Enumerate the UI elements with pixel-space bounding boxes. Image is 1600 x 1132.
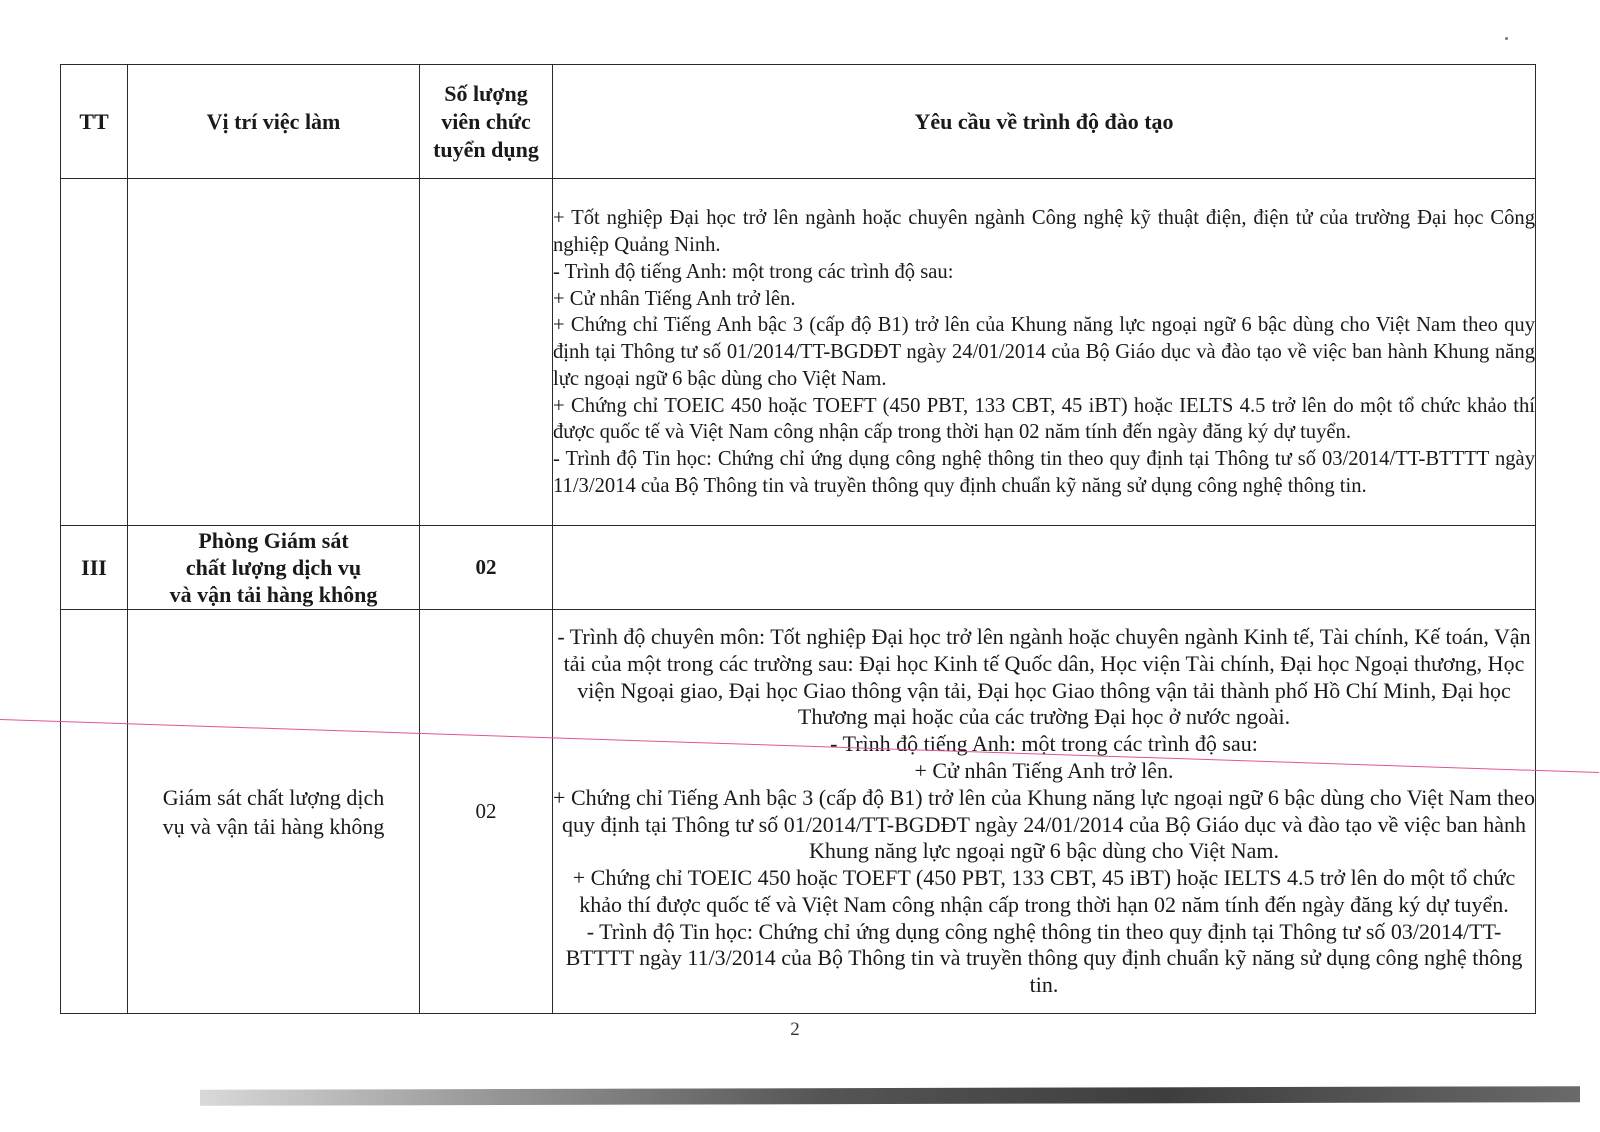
cell-tt-empty	[61, 610, 128, 1014]
cell-tt-empty	[61, 179, 128, 526]
requirement-line: - Trình độ Tin học: Chứng chỉ ứng dụng công nghệ thông tin theo quy định tại Thông tư số 03/2014/TT-BTTTT ngày 11/3/2014 của Bộ Thông tin và truyền thông quy định chuẩn kỹ năng sử dụng công nghệ thông tin.	[565, 918, 1523, 998]
recruitment-requirements-table	[60, 64, 1536, 1014]
header-position: Vị trí việc làm	[128, 65, 420, 179]
requirement-line: + Chứng chỉ Tiếng Anh bậc 3 (cấp độ B1) trở lên của Khung năng lực ngoại ngữ 6 bậc dùng cho Việt Nam theo quy định tại Thông tư số 01/2014/TT-BGDĐT ngày 24/01/2014 của Bộ Giáo dục và đào tạo về việc ban hành Khung năng lực ngoại ngữ 6 bậc dùng cho Việt Nam.	[553, 784, 1535, 864]
position-name-line: vụ và vận tải hàng không	[162, 813, 385, 839]
position-name-line: Giám sát chất lượng dịch	[162, 784, 385, 810]
scan-speck	[1505, 37, 1508, 40]
header-quantity	[420, 65, 553, 179]
section-requirements-empty	[553, 526, 1536, 610]
header-tt: TT	[61, 65, 128, 179]
position-quantity: 02	[420, 610, 553, 1014]
requirement-line: - Trình độ tiếng Anh: một trong các trình độ sau:	[830, 731, 1258, 757]
section-name-line: Phòng Giám sát	[198, 528, 349, 553]
requirement-line: + Cử nhân Tiếng Anh trở lên.	[914, 757, 1174, 783]
requirement-line: - Trình độ chuyên môn: Tốt nghiệp Đại học trở lên ngành hoặc chuyên ngành Kinh tế, Tài chính, Kế toán, Vận tải của một trong các trường sau: Đại học Kinh tế Quốc dân, Học viện Tài chính, Đại học Ngoại thương, Học viện Ngoại giao, Đại học Giao thông vận tải, Đại học Giao thông vận tải thành phố Hồ Chí Minh, Đại học Thương mại hoặc của các trường Đại học ở nước ngoài.	[557, 623, 1531, 730]
requirement-line: + Chứng chỉ Tiếng Anh bậc 3 (cấp độ B1) trở lên của Khung năng lực ngoại ngữ 6 bậc dùng cho Việt Nam theo quy định tại Thông tư số 01/2014/TT-BGDĐT ngày 24/01/2014 của Bộ Giáo dục và đào tạo về việc ban hành Khung năng lực ngoại ngữ 6 bậc dùng cho Việt Nam.	[553, 314, 1535, 390]
table-row-position	[61, 610, 1536, 1014]
requirement-line: + Cử nhân Tiếng Anh trở lên.	[553, 287, 796, 310]
section-name-line: chất lượng dịch vụ	[185, 555, 362, 580]
cell-requirements	[553, 610, 1536, 1014]
scan-edge-shadow	[200, 1086, 1580, 1106]
table-row-section	[61, 526, 1536, 610]
header-quantity-line: Số lượng	[444, 80, 528, 106]
page-number: 2	[790, 1019, 800, 1040]
header-quantity-line: viên chức	[441, 108, 531, 134]
requirement-line: + Tốt nghiệp Đại học trở lên ngành hoặc chuyên ngành Công nghệ kỹ thuật điện, điện tử của trường Đại học Công nghiệp Quảng Ninh.	[553, 207, 1535, 256]
position-name	[128, 610, 420, 1014]
requirement-line: + Chứng chỉ TOEIC 450 hoặc TOEFT (450 PBT, 133 CBT, 45 iBT) hoặc IELTS 4.5 trở lên do một tổ chức khảo thí được quốc tế và Việt Nam công nhận cấp trong thời hạn 02 năm tính đến ngày đăng ký dự tuyển.	[572, 865, 1516, 917]
cell-requirements	[553, 179, 1536, 526]
table-row-continued	[61, 179, 1536, 526]
requirement-line: - Trình độ Tin học: Chứng chỉ ứng dụng công nghệ thông tin theo quy định tại Thông tư số 03/2014/TT-BTTTT ngày 11/3/2014 của Bộ Thông tin và truyền thông quy định chuẩn kỹ năng sử dụng công nghệ thông tin.	[553, 448, 1535, 498]
header-quantity-line: tuyển dụng	[433, 136, 539, 162]
section-name-line: và vận tải hàng không	[169, 582, 378, 607]
requirement-line: - Trình độ tiếng Anh: một trong các trình độ sau:	[553, 260, 954, 283]
requirement-line: + Chứng chỉ TOEIC 450 hoặc TOEFT (450 PBT, 133 CBT, 45 iBT) hoặc IELTS 4.5 trở lên do một tổ chức khảo thí được quốc tế và Việt Nam công nhận cấp trong thời hạn 02 năm tính đến ngày đăng ký dự tuyển.	[553, 394, 1535, 444]
section-quantity: 02	[420, 526, 553, 610]
section-name	[128, 526, 420, 610]
header-requirements: Yêu cầu về trình độ đào tạo	[553, 65, 1536, 179]
cell-position-empty	[128, 179, 420, 526]
cell-quantity-empty	[420, 179, 553, 526]
section-number: III	[61, 526, 128, 610]
table-header-row	[61, 65, 1536, 179]
